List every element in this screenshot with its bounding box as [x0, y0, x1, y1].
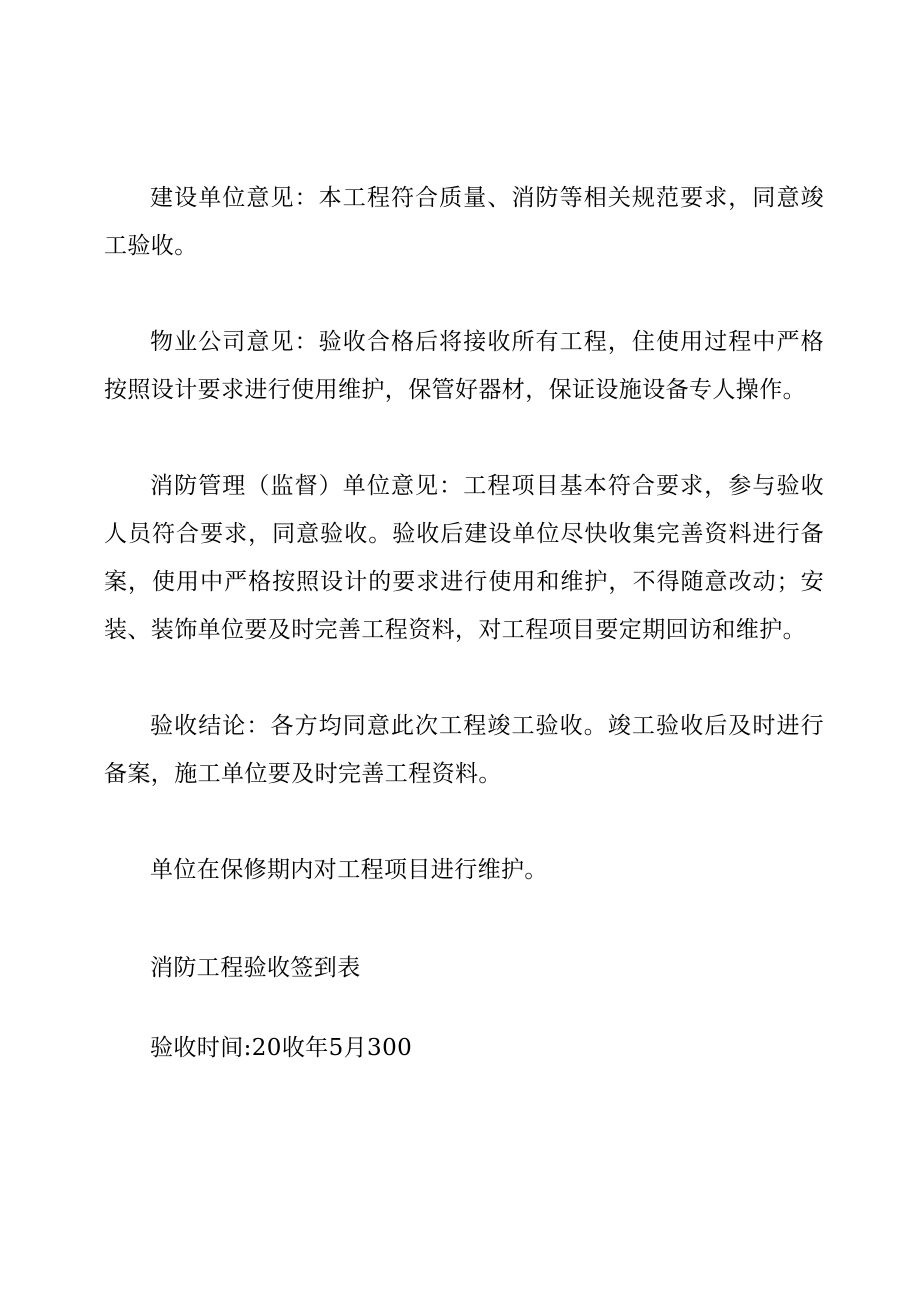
document-page [104, 0, 824, 1301]
paragraph-property-opinion: 物业公司意见：验收合格后将接收所有工程，住使用过程中严格按照设计要求进行使用维护，保管好器材，保证设施设备专人操作。 [104, 329, 824, 403]
paragraph-warranty-note: 单位在保修期内对工程项目进行维护。 [150, 857, 548, 883]
acceptance-time-line: 验收时间:20收年5月300 [150, 1035, 413, 1061]
paragraph-fire-supervision-opinion: 消防管理（监督）单位意见：工程项目基本符合要求，参与验收人员符合要求，同意验收。验收后建设单位尽快收集完善资料进行备案，使用中严格按照设计的要求进行使用和维护，不得随意改动；安装、装饰单位要及时完善工程资料，对工程项目要定期回访和维护。 [104, 473, 824, 643]
paragraph-construction-opinion: 建设单位意见：本工程符合质量、消防等相关规范要求，同意竣工验收。 [104, 185, 824, 259]
paragraph-acceptance-conclusion: 验收结论：各方均同意此次工程竣工验收。竣工验收后及时进行备案，施工单位要及时完善工程资料。 [104, 713, 824, 787]
section-title-signin-sheet: 消防工程验收签到表 [150, 955, 361, 981]
